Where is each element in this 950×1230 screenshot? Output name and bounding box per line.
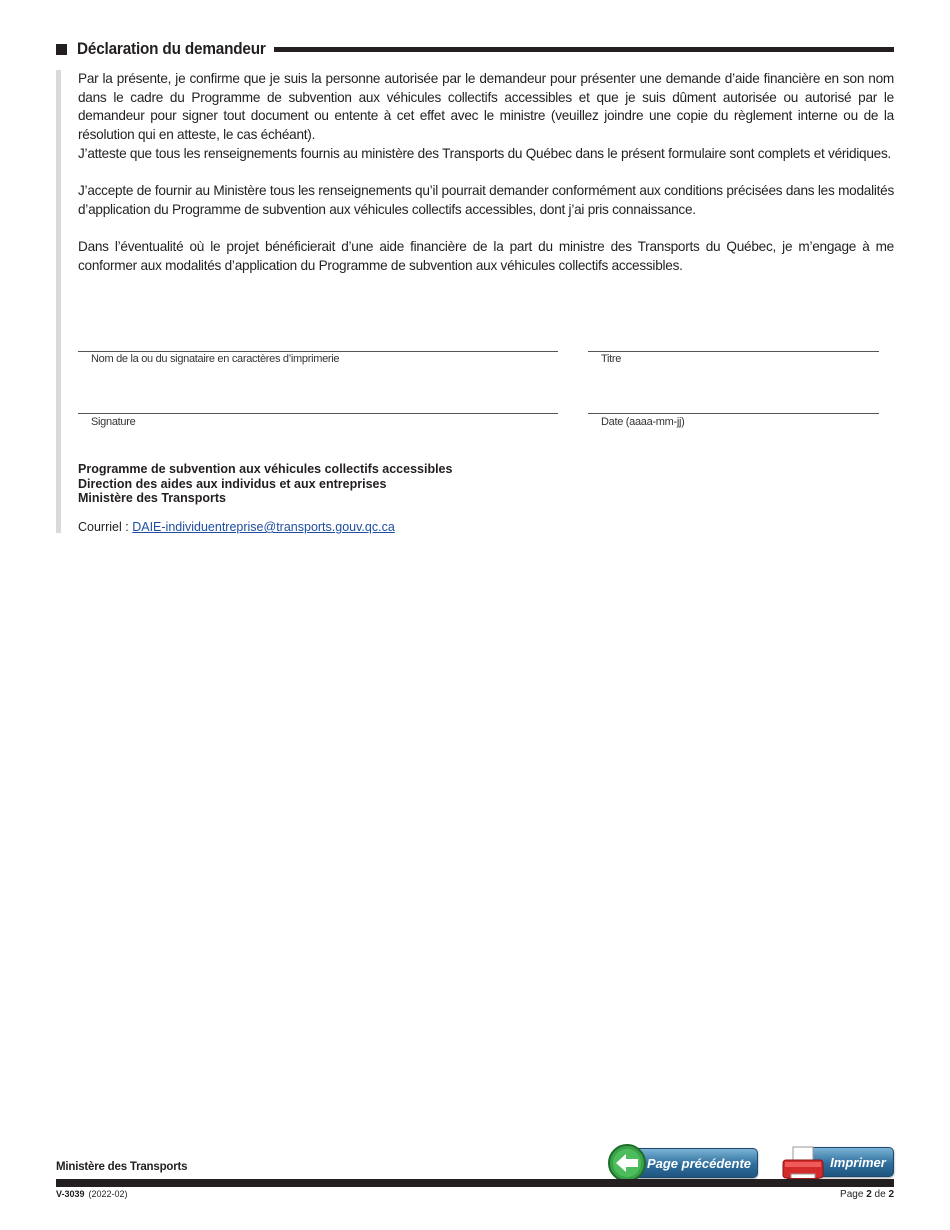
email-label: Courriel : bbox=[78, 520, 129, 534]
section-header bbox=[56, 38, 894, 60]
contact-program: Programme de subvention aux véhicules collectifs accessibles bbox=[78, 462, 453, 476]
section-bullet-icon bbox=[56, 44, 67, 55]
date-field-label: Date (aaaa-mm-jj) bbox=[601, 416, 685, 428]
form-date: (2022-02) bbox=[88, 1189, 128, 1199]
name-field[interactable] bbox=[78, 351, 558, 352]
footer-ministry: Ministère des Transports bbox=[56, 1161, 188, 1173]
declaration-paragraph-attestation: J’atteste que tous les renseignements fournis au ministère des Transports du Québec dans le présent formulaire sont complets et véridiques. bbox=[78, 146, 892, 161]
title-field[interactable] bbox=[588, 351, 879, 352]
declaration-paragraph-commitment: Dans l’éventualité où le projet bénéficierait d’une aide financière de la part du ministre des Transports du Québec, je m’engage à me conformer aux modalités d’application du Programme de subvention aux véhicules collectifs accessibles. bbox=[78, 239, 894, 273]
previous-page-label: Page précédente bbox=[646, 1155, 752, 1171]
signature-field-label: Signature bbox=[91, 416, 136, 428]
declaration-paragraph-authorization: Par la présente, je confirme que je suis la personne autorisée par le demandeur pour présenter une demande d’aide financière en son nom dans le cadre du Programme de subvention aux véhicules collectifs accessibles et que je suis dûment autorisée ou autorisé par le demandeur pour signer tout document ou entente à cet effet avec le ministre (veuillez joindre une copie du règlement interne ou de la résolution qui en atteste, le cas échéant). bbox=[78, 71, 894, 142]
email-link[interactable]: DAIE-individuentreprise@transports.gouv.qc.ca bbox=[132, 520, 395, 534]
footer-form-code bbox=[56, 1189, 128, 1199]
contact-direction: Direction des aides aux individus et aux entreprises bbox=[78, 476, 387, 491]
page-indicator bbox=[840, 1189, 894, 1200]
section-rule bbox=[274, 47, 894, 52]
contact-block bbox=[78, 462, 452, 506]
form-code: V-3039 bbox=[56, 1189, 85, 1199]
title-field-label: Titre bbox=[601, 353, 622, 365]
section-title: Déclaration du demandeur bbox=[77, 39, 266, 58]
section-side-bar bbox=[56, 70, 61, 533]
contact-ministry: Ministère des Transports bbox=[78, 491, 226, 505]
previous-page-button[interactable] bbox=[630, 1148, 758, 1178]
page-current: 2 bbox=[866, 1189, 872, 1200]
declaration-paragraph-information: J’accepte de fournir au Ministère tous les renseignements qu’il pourrait demander conformément aux conditions précisées dans les modalités d’application du Programme de subvention aux véhicules collectifs accessibles, dont j’ai pris connaissance. bbox=[78, 183, 894, 217]
name-field-label: Nom de la ou du signataire en caractères d’imprimerie bbox=[91, 353, 340, 365]
date-field[interactable] bbox=[588, 413, 879, 414]
footer-rule bbox=[56, 1179, 894, 1187]
email-row bbox=[78, 520, 395, 534]
page-total: 2 bbox=[888, 1189, 894, 1200]
print-label: Imprimer bbox=[830, 1154, 886, 1170]
page-prefix: Page bbox=[840, 1189, 864, 1200]
page-of: de bbox=[874, 1189, 886, 1200]
signature-field[interactable] bbox=[78, 413, 558, 414]
back-arrow-icon[interactable] bbox=[607, 1143, 647, 1183]
